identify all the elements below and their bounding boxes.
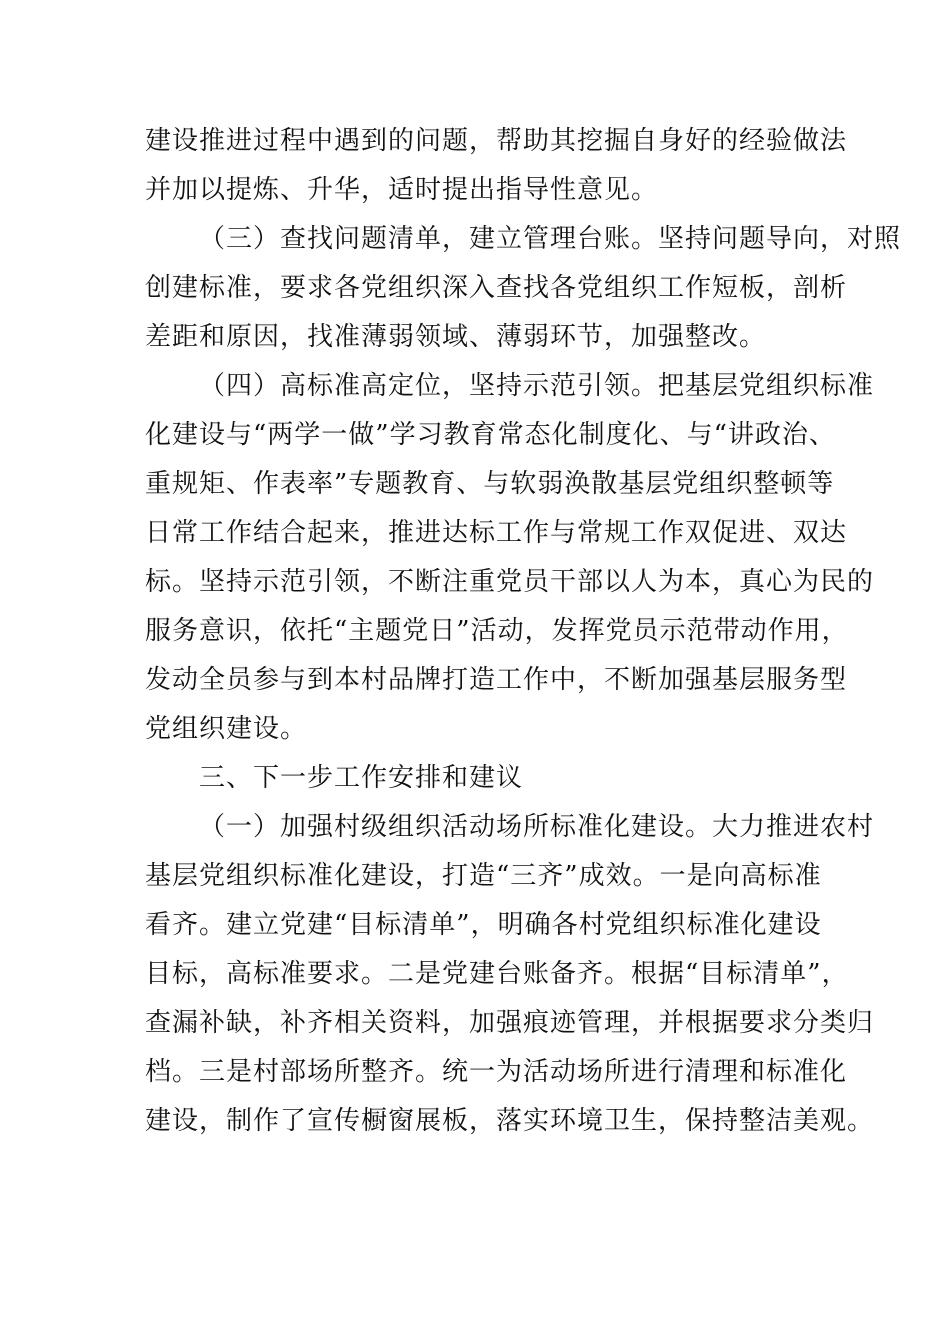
text-line: 目标，高标准要求。二是党建台账备齐。根据“目标清单”， [145,959,849,989]
text-line: 发动全员参与到本村品牌打造工作中，不断加强基层服务型 [145,665,848,695]
text-line: 重规矩、作表率”专题教育、与软弱涣散基层党组织整顿等 [145,469,835,499]
text-line: 建设，制作了宣传橱窗展板，落实环境卫生，保持整洁美观。 [145,1106,875,1136]
text-line: 档。三是村部场所整齐。统一为活动场所进行清理和标准化 [145,1057,848,1087]
text-line: 基层党组织标准化建设，打造“三齐”成效。一是向高标准 [145,861,822,891]
section-heading-4: （四）高标准高定位，坚持示范引领。把基层党组织标准 [199,371,875,401]
text-line: 看齐。建立党建“目标清单”，明确各村党组织标准化建设 [145,910,822,940]
text-line: 创建标准，要求各党组织深入查找各党组织工作短板，剖析 [145,273,848,303]
text-line: 日常工作结合起来，推进达标工作与常规工作双促进、双达 [145,518,848,548]
text-line: 化建设与“两学一做”学习教育常态化制度化、与“讲政治、 [145,420,836,450]
text-line: 查漏补缺，补齐相关资料，加强痕迹管理，并根据要求分类归 [145,1008,875,1038]
chapter-heading: 三、下一步工作安排和建议 [199,763,524,793]
text-line: 差距和原因，找准薄弱领域、薄弱环节，加强整改。 [145,322,767,352]
section-heading-1: （一）加强村级组织活动场所标准化建设。大力推进农村 [199,812,875,842]
text-line: 服务意识，依托“主题党日”活动，发挥党员示范带动作用， [145,616,849,646]
text-line: 党组织建设。 [145,714,308,744]
section-heading-3: （三）查找问题清单，建立管理台账。坚持问题导向，对照 [199,224,902,254]
body-text [145,117,902,1146]
text-line: 建设推进过程中遇到的问题，帮助其挖掘自身好的经验做法 [145,126,848,156]
text-line: 并加以提炼、升华，适时提出指导性意见。 [145,175,659,205]
text-line: 标。坚持示范引领，不断注重党员干部以人为本，真心为民的 [145,567,875,597]
